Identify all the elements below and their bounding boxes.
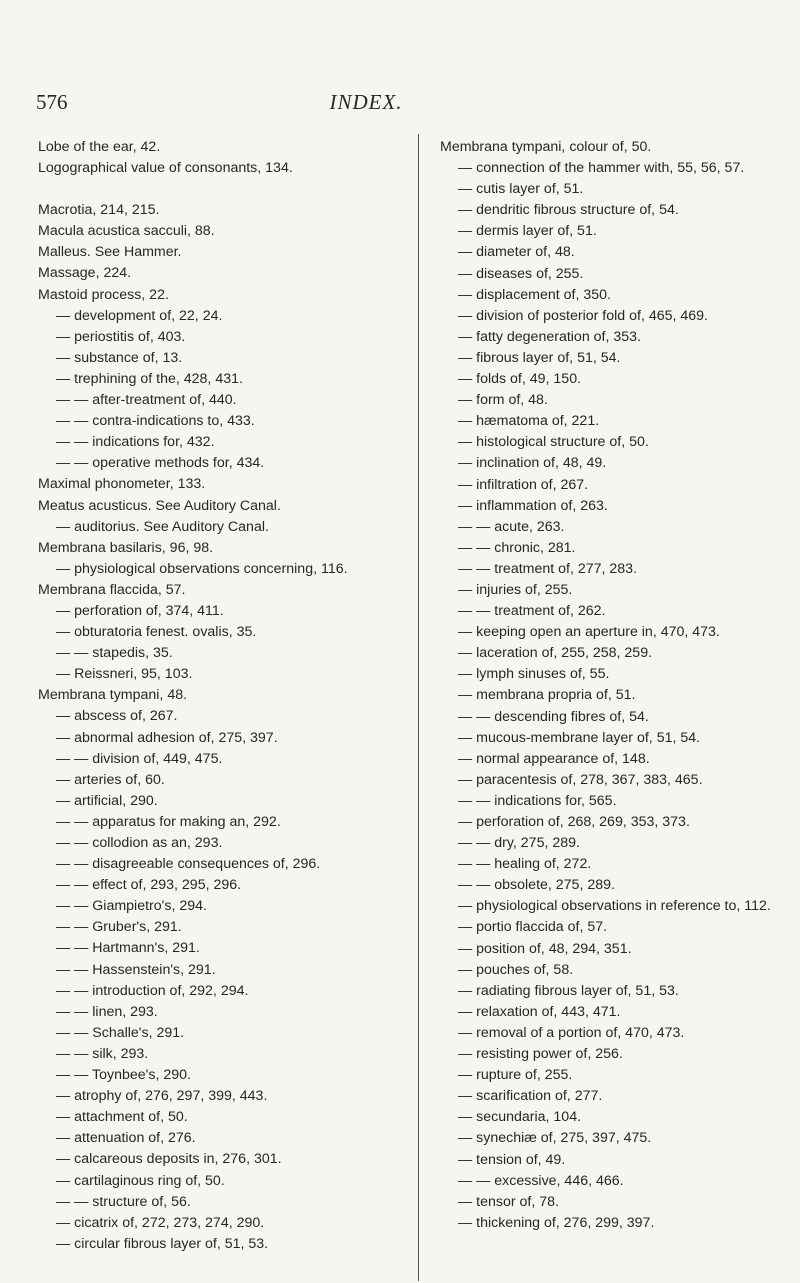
index-entry: Macula acustica sacculi, 88. [38, 223, 215, 240]
index-entry: — thickening of, 276, 299, 397. [458, 1214, 655, 1231]
index-entry: — division of posterior fold of, 465, 469. [458, 307, 708, 324]
index-entry: — keeping open an aperture in, 470, 473. [458, 624, 720, 641]
index-entry: — pouches of, 58. [458, 961, 574, 978]
index-entry: — tensor of, 78. [458, 1193, 559, 1210]
index-entry: — — apparatus for making an, 292. [56, 813, 281, 830]
index-entry: — periostitis of, 403. [56, 328, 186, 345]
index-entry: — abscess of, 267. [56, 708, 178, 725]
index-entry: — obturatoria fenest. ovalis, 35. [56, 624, 257, 641]
index-entry: — arteries of, 60. [56, 771, 165, 788]
index-entry: — — obsolete, 275, 289. [458, 877, 615, 894]
index-entry: — folds of, 49, 150. [458, 371, 582, 388]
index-entry: — — linen, 293. [56, 1003, 158, 1020]
index-entry: — — indications for, 565. [458, 792, 617, 809]
index-entry: Logographical value of consonants, 134. [38, 160, 293, 177]
index-entry: Mastoid process, 22. [38, 286, 169, 303]
index-entry: — secundaria, 104. [458, 1109, 582, 1126]
index-entry: — perforation of, 374, 411. [56, 602, 224, 619]
index-entry: — infiltration of, 267. [458, 476, 589, 493]
index-entry: — atrophy of, 276, 297, 399, 443. [56, 1088, 268, 1105]
index-entry: — — acute, 263. [458, 518, 565, 535]
index-entry: — resisting power of, 256. [458, 1046, 623, 1063]
index-entry: — removal of a portion of, 470, 473. [458, 1024, 685, 1041]
index-entry: Malleus. See Hammer. [38, 244, 182, 261]
index-entry: — tension of, 49. [458, 1151, 566, 1168]
index-entry: — cartilaginous ring of, 50. [56, 1172, 225, 1189]
index-entry: — — chronic, 281. [458, 539, 576, 556]
index-entry: — form of, 48. [458, 392, 548, 409]
index-entry: — — excessive, 446, 466. [458, 1172, 624, 1189]
index-entry: — paracentesis of, 278, 367, 383, 465. [458, 771, 703, 788]
index-entry: — displacement of, 350. [458, 286, 611, 303]
index-entry: — relaxation of, 443, 471. [458, 1003, 621, 1020]
index-entry: — auditorius. See Auditory Canal. [56, 518, 269, 535]
index-entry: — diameter of, 48. [458, 244, 575, 261]
index-entry: — attachment of, 50. [56, 1109, 188, 1126]
index-entry: — trephining of the, 428, 431. [56, 370, 243, 387]
index-entry: Meatus acusticus. See Auditory Canal. [38, 497, 281, 514]
index-entry: — calcareous deposits in, 276, 301. [56, 1151, 282, 1168]
index-entry: — — collodion as an, 293. [56, 835, 223, 851]
index-entry: Membrana flaccida, 57. [38, 581, 186, 598]
index-entry: — radiating fibrous layer of, 51, 53. [458, 982, 679, 999]
index-entry: — — contra-indications to, 433. [56, 413, 255, 430]
index-entry: — hæmatoma of, 221. [458, 413, 600, 430]
index-entry: — normal appearance of, 148. [458, 750, 650, 767]
index-entry: — physiological observations in reference to, 112. [458, 898, 771, 915]
index-entry: — — disagreeable consequences of, 296. [56, 856, 321, 873]
index-entry: — — Gruber's, 291. [56, 919, 182, 936]
running-title: INDEX. [329, 90, 403, 114]
index-entry: — physiological observations concerning, 116. [56, 560, 348, 577]
page-number: 576 [36, 90, 68, 114]
index-column-right [440, 137, 784, 1234]
index-entry: — synechiæ of, 275, 397, 475. [458, 1130, 652, 1147]
index-entry: — cicatrix of, 272, 273, 274, 290. [56, 1214, 265, 1231]
index-entry: — — stapedis, 35. [56, 645, 173, 662]
index-entry: Maximal phonometer, 133. [38, 476, 206, 493]
index-entry: — abnormal adhesion of, 275, 397. [56, 729, 278, 746]
index-entry: — diseases of, 255. [458, 265, 584, 282]
index-entry: — fatty degeneration of, 353. [458, 328, 641, 345]
index-entry: — development of, 22, 24. [56, 307, 223, 324]
index-entry: — artificial, 290. [56, 792, 158, 809]
index-entry: — — introduction of, 292, 294. [56, 982, 249, 999]
index-entry: — cutis layer of, 51. [458, 181, 584, 198]
index-entry: — injuries of, 255. [458, 581, 573, 598]
index-entry: — perforation of, 268, 269, 353, 373. [458, 814, 690, 830]
index-entry: — — treatment of, 277, 283. [458, 560, 638, 577]
index-entry: — — indications for, 432. [56, 434, 215, 451]
index-entry: — — descending fibres of, 54. [458, 708, 649, 725]
index-entry: Membrana basilaris, 96, 98. [38, 539, 214, 556]
column-divider [418, 134, 419, 1281]
index-entry: — inclination of, 48, 49. [458, 455, 607, 472]
index-entry: Massage, 224. [38, 265, 132, 282]
index-entry: — laceration of, 255, 258, 259. [458, 645, 653, 662]
index-entry: Lobe of the ear, 42. [38, 139, 161, 155]
index-entry: — — Hartmann's, 291. [56, 940, 200, 957]
index-entry: — scarification of, 277. [458, 1088, 603, 1105]
index-entry: — — Schalle's, 291. [56, 1024, 185, 1041]
index-entry: — Reissneri, 95, 103. [56, 666, 193, 683]
index-entry: Macrotia, 214, 215. [38, 202, 160, 219]
index-entry: — mucous-membrane layer of, 51, 54. [458, 729, 701, 746]
index-entry: — circular fibrous layer of, 51, 53. [56, 1235, 269, 1252]
index-entry: — portio flaccida of, 57. [458, 919, 608, 936]
index-entry: — substance of, 13. [56, 349, 183, 366]
index-entry: — rupture of, 255. [458, 1067, 573, 1084]
page-header [36, 90, 696, 120]
index-entry: — position of, 48, 294, 351. [458, 940, 632, 957]
index-entry: — — operative methods for, 434. [56, 455, 265, 472]
index-entry: — lymph sinuses of, 55. [458, 666, 610, 683]
index-entry: — — division of, 449, 475. [56, 750, 223, 767]
index-entry: — histological structure of, 50. [458, 434, 649, 451]
index-column-left [38, 137, 396, 1255]
index-entry: — — healing of, 272. [458, 856, 592, 873]
index-entry: — dermis layer of, 51. [458, 223, 597, 240]
index-entry: — membrana propria of, 51. [458, 687, 636, 704]
index-entry: — — treatment of, 262. [458, 603, 606, 620]
index-entry: — connection of the hammer with, 55, 56, 57. [458, 160, 745, 177]
index-entry: — — after-treatment of, 440. [56, 392, 237, 409]
index-entry: Membrana tympani, 48. [38, 687, 188, 704]
index-entry: Membrana tympani, colour of, 50. [440, 139, 652, 155]
index-entry: — — effect of, 293, 295, 296. [56, 877, 242, 894]
index-entry: — — dry, 275, 289. [458, 835, 580, 852]
index-entry: — — Giampietro's, 294. [56, 898, 207, 915]
index-entry: — — Toynbee's, 290. [56, 1067, 191, 1084]
index-entry: — attenuation of, 276. [56, 1130, 196, 1147]
index-entry: — dendritic fibrous structure of, 54. [458, 202, 679, 219]
index-entry: — — Hassenstein's, 291. [56, 961, 216, 978]
index-entry: — — structure of, 56. [56, 1193, 191, 1210]
index-entry: — — silk, 293. [56, 1045, 149, 1062]
index-entry: — inflammation of, 263. [458, 497, 608, 514]
index-entry: — fibrous layer of, 51, 54. [458, 349, 621, 366]
